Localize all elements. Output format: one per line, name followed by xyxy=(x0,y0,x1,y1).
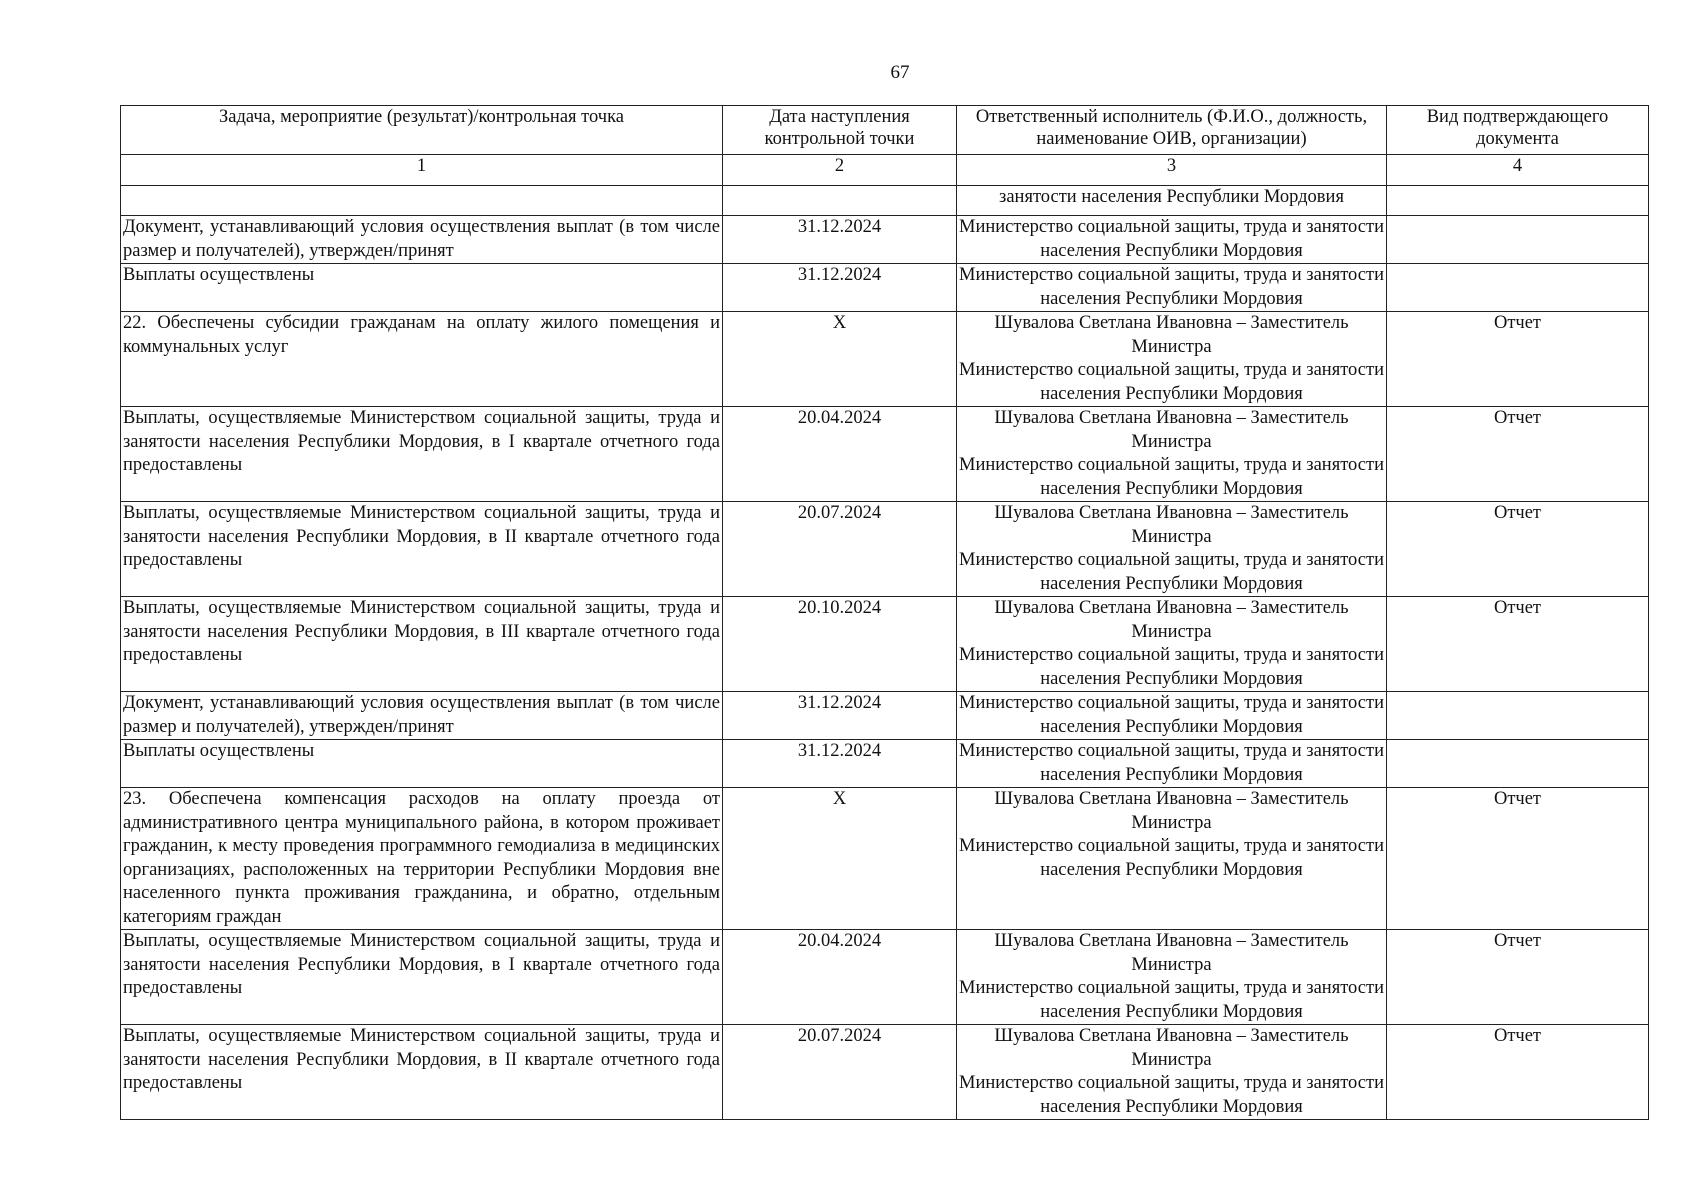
task-cell: 22. Обеспечены субсидии гражданам на оплату жилого помещения и коммунальных услуг xyxy=(121,312,723,407)
table-row xyxy=(121,597,1649,692)
responsible-organization: Министерство социальной защиты, труда и занятости населения Республики Мордовия xyxy=(959,1073,1384,1117)
responsible-cell xyxy=(957,216,1387,264)
table-row xyxy=(121,930,1649,1025)
date-cell: 31.12.2024 xyxy=(723,264,957,312)
responsible-organization: Министерство социальной защиты, труда и занятости населения Республики Мордовия xyxy=(959,360,1384,404)
responsible-organization: Министерство социальной защиты, труда и занятости населения Республики Мордовия xyxy=(959,645,1384,689)
responsible-cell xyxy=(957,1025,1387,1120)
date-cell: 20.04.2024 xyxy=(723,930,957,1025)
task-cell: Выплаты, осуществляемые Министерством социальной защиты, труда и занятости населения Республики Мордовия, в II квартале отчетного года предоставлены xyxy=(121,502,723,597)
column-number: 1 xyxy=(121,155,723,186)
responsible-cell xyxy=(957,407,1387,502)
responsible-person: Шувалова Светлана Ивановна – Заместитель Министра xyxy=(994,408,1349,452)
table-row xyxy=(121,264,1649,312)
task-cell: Выплаты осуществлены xyxy=(121,740,723,788)
date-cell: X xyxy=(723,788,957,930)
column-number: 4 xyxy=(1387,155,1649,186)
table-row xyxy=(121,216,1649,264)
responsible-organization: Министерство социальной защиты, труда и занятости населения Республики Мордовия xyxy=(959,978,1384,1022)
column-number: 2 xyxy=(723,155,957,186)
responsible-cell xyxy=(957,502,1387,597)
task-cell: Документ, устанавливающий условия осуществления выплат (в том числе размер и получателей), утвержден/принят xyxy=(121,216,723,264)
date-cell: 31.12.2024 xyxy=(723,216,957,264)
table-row xyxy=(121,1025,1649,1120)
task-cell: 23. Обеспечена компенсация расходов на оплату проезда от административного центра муниципального района, в котором проживает гражданин, к месту проведения программного гемодиализа в медицинских организациях, расположенных на территории Республики Мордовия вне населенного пункта проживания гражданина, и обратно, отдельным категориям граждан xyxy=(121,788,723,930)
task-cell: Выплаты, осуществляемые Министерством социальной защиты, труда и занятости населения Республики Мордовия, в II квартале отчетного года предоставлены xyxy=(121,1025,723,1120)
date-cell: 20.04.2024 xyxy=(723,407,957,502)
responsible-organization: Министерство социальной защиты, труда и занятости населения Республики Мордовия xyxy=(959,455,1384,499)
task-cell: Документ, устанавливающий условия осуществления выплат (в том числе размер и получателей), утвержден/принят xyxy=(121,692,723,740)
responsible-person: Шувалова Светлана Ивановна – Заместитель Министра xyxy=(994,313,1349,357)
responsible-organization: Министерство социальной защиты, труда и занятости населения Республики Мордовия xyxy=(959,217,1384,261)
responsible-organization: Министерство социальной защиты, труда и занятости населения Республики Мордовия xyxy=(959,836,1384,880)
document-type-cell: Отчет xyxy=(1387,312,1649,407)
table-row xyxy=(121,692,1649,740)
header-task: Задача, мероприятие (результат)/контрольная точка xyxy=(121,106,723,155)
header-date: Дата наступления контрольной точки xyxy=(723,106,957,155)
responsible-organization: Министерство социальной защиты, труда и занятости населения Республики Мордовия xyxy=(959,550,1384,594)
page-number: 67 xyxy=(890,62,910,83)
table-body xyxy=(121,186,1649,1120)
responsible-organization: занятости населения Республики Мордовия xyxy=(999,187,1344,207)
date-cell: 20.07.2024 xyxy=(723,1025,957,1120)
task-cell xyxy=(121,186,723,216)
responsible-person: Шувалова Светлана Ивановна – Заместитель Министра xyxy=(994,598,1349,642)
table-header-row xyxy=(121,106,1649,155)
task-cell: Выплаты, осуществляемые Министерством социальной защиты, труда и занятости населения Республики Мордовия, в I квартале отчетного года предоставлены xyxy=(121,930,723,1025)
responsible-cell xyxy=(957,788,1387,930)
document-type-cell: Отчет xyxy=(1387,502,1649,597)
document-type-cell xyxy=(1387,186,1649,216)
table-row xyxy=(121,740,1649,788)
column-number: 3 xyxy=(957,155,1387,186)
responsible-person: Шувалова Светлана Ивановна – Заместитель Министра xyxy=(994,503,1349,547)
responsible-person: Шувалова Светлана Ивановна – Заместитель Министра xyxy=(994,1026,1349,1070)
document-type-cell xyxy=(1387,216,1649,264)
document-type-cell xyxy=(1387,692,1649,740)
date-cell: 20.07.2024 xyxy=(723,502,957,597)
document-type-cell: Отчет xyxy=(1387,407,1649,502)
document-type-cell: Отчет xyxy=(1387,597,1649,692)
responsible-cell xyxy=(957,692,1387,740)
responsible-person: Шувалова Светлана Ивановна – Заместитель Министра xyxy=(994,931,1349,975)
date-cell: 31.12.2024 xyxy=(723,740,957,788)
document-type-cell: Отчет xyxy=(1387,930,1649,1025)
responsible-cell xyxy=(957,740,1387,788)
control-points-table xyxy=(120,105,1649,1120)
responsible-organization: Министерство социальной защиты, труда и занятости населения Республики Мордовия xyxy=(959,693,1384,737)
task-cell: Выплаты, осуществляемые Министерством социальной защиты, труда и занятости населения Республики Мордовия, в I квартале отчетного года предоставлены xyxy=(121,407,723,502)
table-row xyxy=(121,788,1649,930)
document-type-cell: Отчет xyxy=(1387,1025,1649,1120)
responsible-cell xyxy=(957,186,1387,216)
date-cell xyxy=(723,186,957,216)
task-cell: Выплаты, осуществляемые Министерством социальной защиты, труда и занятости населения Республики Мордовия, в III квартале отчетного года предоставлены xyxy=(121,597,723,692)
table-row xyxy=(121,312,1649,407)
date-cell: 31.12.2024 xyxy=(723,692,957,740)
responsible-cell xyxy=(957,264,1387,312)
responsible-person: Шувалова Светлана Ивановна – Заместитель Министра xyxy=(994,789,1349,833)
responsible-organization: Министерство социальной защиты, труда и занятости населения Республики Мордовия xyxy=(959,741,1384,785)
responsible-cell xyxy=(957,312,1387,407)
table-row xyxy=(121,407,1649,502)
date-cell: 20.10.2024 xyxy=(723,597,957,692)
responsible-cell xyxy=(957,930,1387,1025)
document-type-cell: Отчет xyxy=(1387,788,1649,930)
table-row xyxy=(121,186,1649,216)
responsible-organization: Министерство социальной защиты, труда и занятости населения Республики Мордовия xyxy=(959,265,1384,309)
column-number-row xyxy=(121,155,1649,186)
document-type-cell xyxy=(1387,740,1649,788)
document-type-cell xyxy=(1387,264,1649,312)
date-cell: X xyxy=(723,312,957,407)
header-responsible: Ответственный исполнитель (Ф.И.О., должность, наименование ОИВ, организации) xyxy=(957,106,1387,155)
header-document-type: Вид подтверждающего документа xyxy=(1387,106,1649,155)
table-row xyxy=(121,502,1649,597)
task-cell: Выплаты осуществлены xyxy=(121,264,723,312)
responsible-cell xyxy=(957,597,1387,692)
